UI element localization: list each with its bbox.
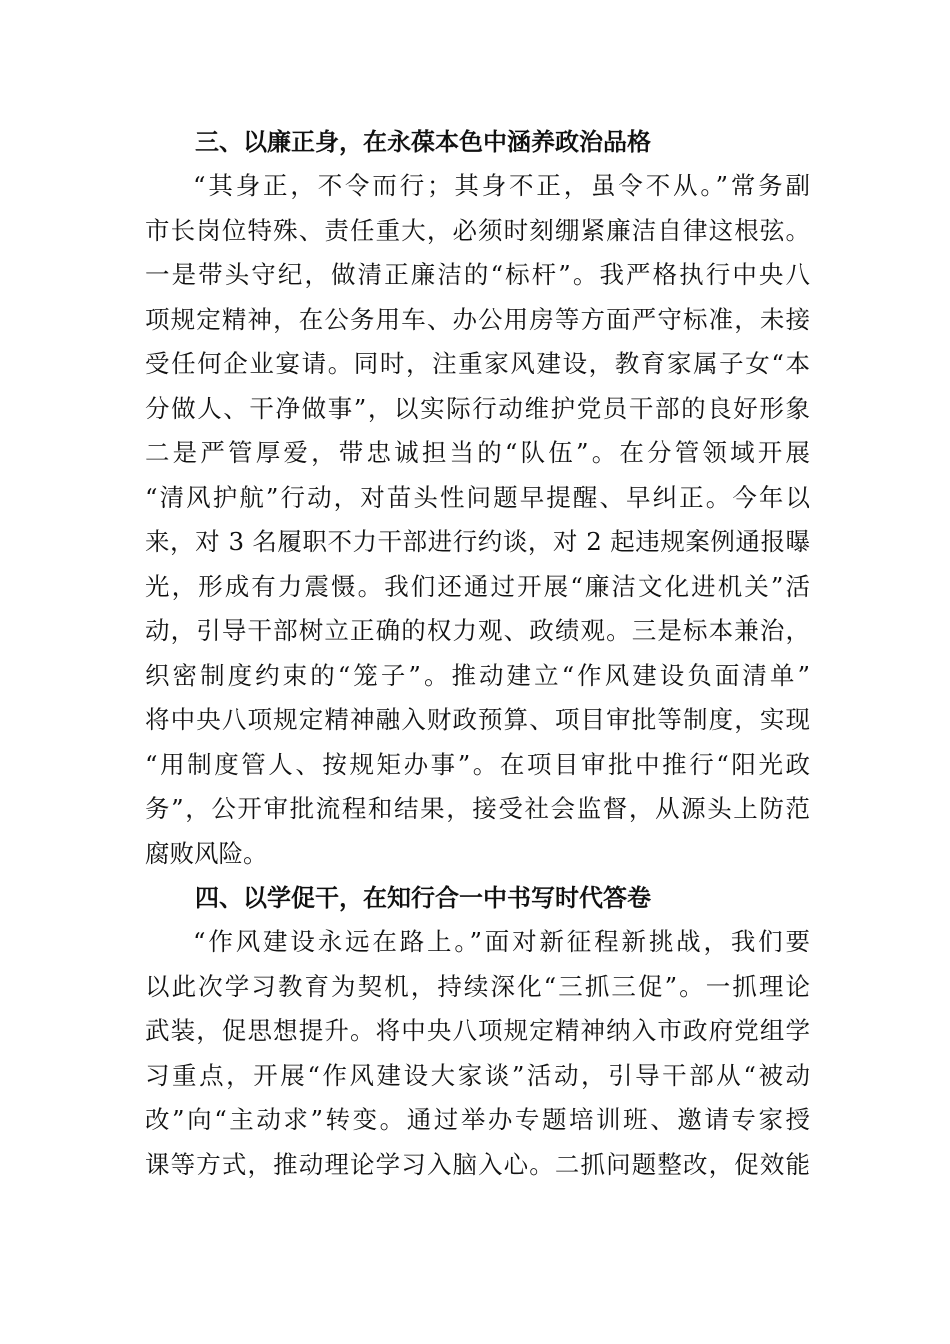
text-line: “清风护航”行动，对苗头性问题早提醒、早纠正。今年以 <box>145 482 810 512</box>
text-line: “其身正，不令而行；其身不正，虽令不从。”常务副 <box>193 171 810 200</box>
text-line: 课等方式，推动理论学习入脑入心。二抓问题整改，促效能 <box>145 1149 810 1179</box>
text-line: 将中央八项规定精神融入财政预算、项目审批等制度，实现 <box>145 705 810 734</box>
document-body <box>145 120 810 1187</box>
text-line: 受任何企业宴请。同时，注重家风建设，教育家属子女“本 <box>145 349 810 378</box>
text-line: 习重点，开展“作风建设大家谈”活动，引导干部从“被动 <box>145 1060 810 1090</box>
section-3-paragraph <box>145 164 810 876</box>
text-line: “用制度管人、按规矩办事”。在项目审批中推行“阳光政 <box>145 749 810 779</box>
text-line: 动，引导干部树立正确的权力观、政绩观。三是标本兼治， <box>145 616 810 645</box>
section-4-heading: 四、以学促干，在知行合一中书写时代答卷 <box>195 884 651 912</box>
text-line: 光，形成有力震慑。我们还通过开展“廉洁文化进机关”活 <box>145 571 810 601</box>
text-line: 武装，促思想提升。将中央八项规定精神纳入市政府党组学 <box>145 1016 810 1045</box>
text-line: 分做人、干净做事”，以实际行动维护党员干部的良好形象 <box>145 393 810 423</box>
text-line: 一是带头守纪，做清正廉洁的“标杆”。我严格执行中央八 <box>145 260 810 289</box>
text-line: 市长岗位特殊、责任重大，必须时刻绷紧廉洁自律这根弦。 <box>145 215 810 245</box>
text-line: 项规定精神，在公务用车、办公用房等方面严守标准，未接 <box>145 304 810 334</box>
section-4-paragraph <box>145 920 810 1187</box>
text-line: 织密制度约束的“笼子”。推动建立“作风建设负面清单” <box>145 660 810 690</box>
section-3-heading: 三、以廉正身，在永葆本色中涵养政治品格 <box>195 128 651 156</box>
text-line: 二是严管厚爱，带忠诚担当的“队伍”。在分管领域开展 <box>145 438 810 467</box>
text-line: 务”，公开审批流程和结果，接受社会监督，从源头上防范 <box>145 794 810 823</box>
text-line: 腐败风险。 <box>145 838 268 868</box>
text-line: 改”向“主动求”转变。通过举办专题培训班、邀请专家授 <box>145 1105 810 1134</box>
text-line: 来，对 3 名履职不力干部进行约谈，对 2 起违规案例通报曝 <box>145 527 810 556</box>
text-line: “作风建设永远在路上。”面对新征程新挑战，我们要 <box>193 927 810 956</box>
text-line: 以此次学习教育为契机，持续深化“三抓三促”。一抓理论 <box>145 971 810 1001</box>
